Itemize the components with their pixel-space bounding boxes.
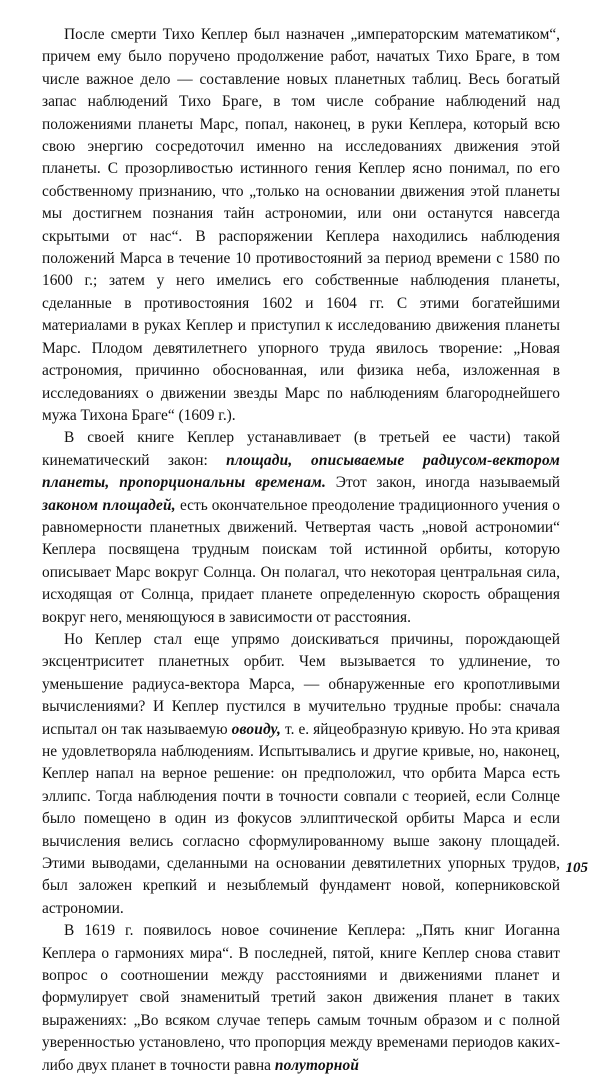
page-number: 105 [565, 860, 588, 876]
paragraph-2 [42, 427, 560, 629]
paragraph-2-text-c: есть окончательное преодоление традиционного учения о равномерности планетных движений. Четвертая часть „новой астрономии“ Кеплера посвящена трудным поискам той истинной орбиты, которую описывает Марс вокруг Солнца. Он полагал, что некоторая центральная сила, исходящая от Солнца, придает планете определенную скорость обращения вокруг него, меняющуюся в зависимости от расстояния. [42, 496, 560, 626]
paragraph-2-text-b: Этот закон, иногда называемый [335, 474, 560, 492]
book-page [42, 24, 560, 1074]
paragraph-2-text-a: В своей книге Кеплер устанавливает (в третьей ее части) такой кинематический закон: [42, 429, 560, 469]
paragraph-3-text-a: Но Кеплер стал еще упрямо доискиваться причины, порождающей эксцентриситет планетных орбит. Чем вызывается то удлинение, то уменьшение радиуса-вектора Марса, — обнаруженные его кропотливыми вычислениями? И Кеплер пустился в мучительно трудные пробы: сначала испытал он так называемую [42, 630, 560, 738]
paragraph-4-text-a: В 1619 г. появилось новое сочинение Кеплера: „Пять книг Иоганна Кеплера о гармониях мира“. В последней, пятой, книге Кеплер снова ставит вопрос о соотношении между расстояниями и движениями планет и формулирует свой знаменитый третий закон движения планет в таких выражениях: „Во всяком случае теперь самым точным образом и с полной уверенностью установлено, что пропорция между временами периодов каких-либо двух планет в точности равна [42, 922, 560, 1074]
paragraph-1 [42, 24, 560, 427]
paragraph-4 [42, 920, 560, 1077]
law-of-areas-statement: площади, описываемые радиусом-вектором планеты, пропорциональны временам. [42, 451, 560, 492]
ovoid-term: овоиду, [231, 720, 281, 738]
law-of-areas-term: законом площадей, [42, 496, 176, 514]
paragraph-1-text: После смерти Тихо Кеплер был назначен „императорским математиком“, причем ему было поручено продолжение работ, начатых Тихо Браге, в том числе важное дело — составление новых планетных таблиц. Весь богатый запас наблюдений Тихо Браге, в том числе собрание наблюдений над положениями планеты Марс, попал, наконец, в руки Кеплера, который всю свою энергию сосредоточил именно на исследованиях движения этой планеты. С прозорливостью истинного гения Кеплер ясно понимал, по его собственному признанию, что „только на основании движения этой планеты мы достигнем познания тайн астрономии, или они останутся навсегда скрытыми от нас“. В распоряжении Кеплера находились наблюдения положений Марса в течение 10 противостояний за период времени с 1580 по 1600 г.; затем у него имелись его собственные наблюдения планеты, сделанные в противостояния 1602 и 1604 гг. С этими богатейшими материалами в руках Кеплер и приступил к исследованию движения планеты Марс. Плодом девятилетнего упорного труда явилось творение: „Новая астрономия, причинно обоснованная, или физика неба, изложенная в исследованиях о движении звезды Марс по наблюдениям благороднейшего мужа Тихона Браге“ (1609 г.). [42, 26, 560, 424]
paragraph-3-text-b: т. е. яйцеобразную кривую. Но эта кривая не удовлетворяла наблюдениям. Испытывались и другие кривые, но, наконец, Кеплер напал на верное решение: он предположил, что орбита Марса есть эллипс. Тогда наблюдения почти в точности совпали с теорией, если Солнце было помещено в один из фокусов эллиптической орбиты Марса и если вычисления велись согласно сформулированному выше закону площадей. Этими выводами, сделанными на основании девятилетних упорных трудов, был заложен крепкий и незыблемый фундамент новой, коперниковской астрономии. [42, 720, 560, 917]
paragraph-3 [42, 629, 560, 920]
sesquialteral-term: полуторной [274, 1056, 360, 1074]
